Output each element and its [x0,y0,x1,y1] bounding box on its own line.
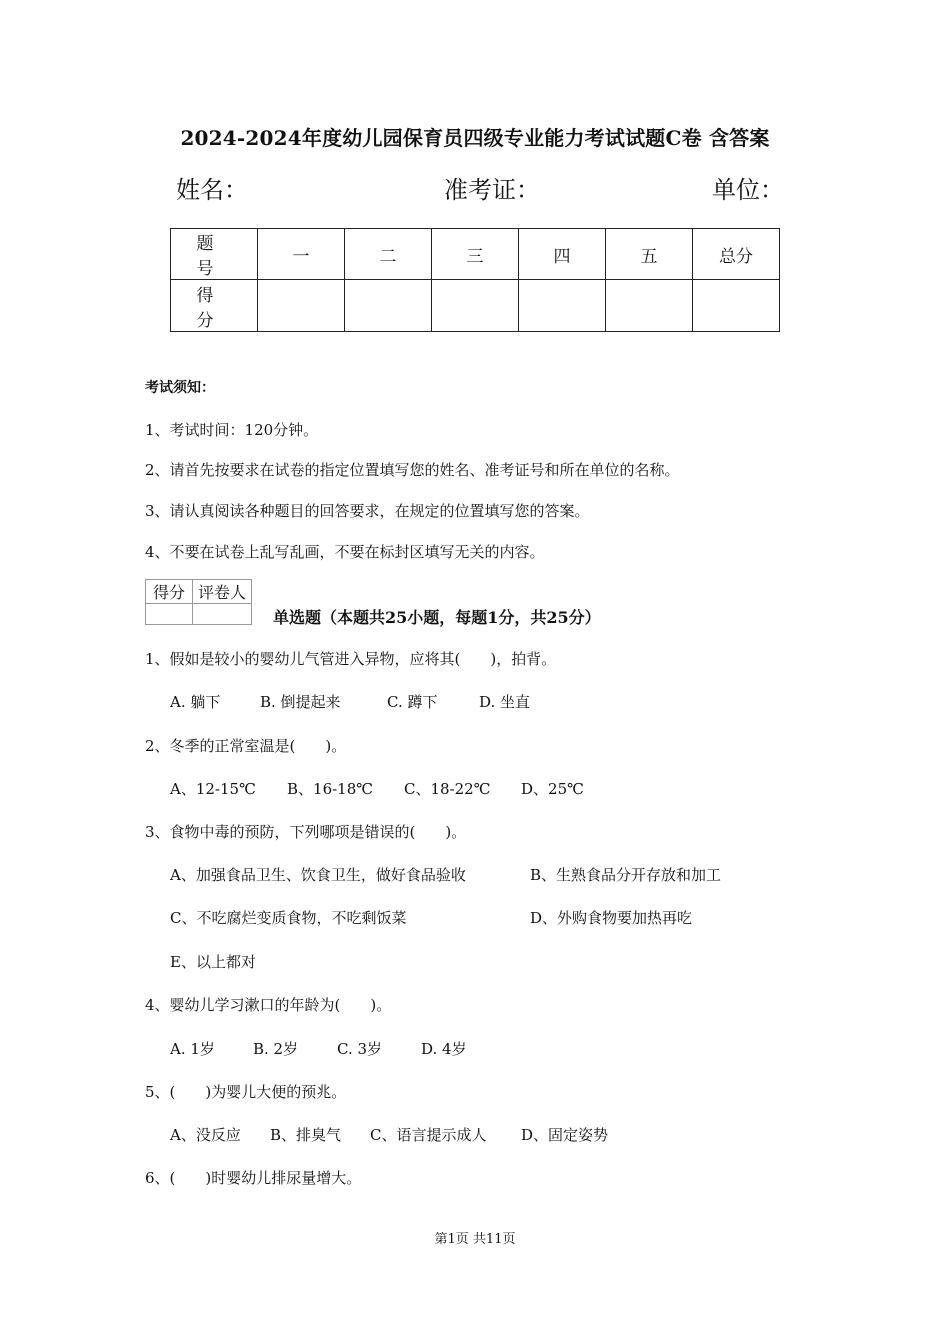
exam-note-item: 1、考试时间：120分钟。 [145,421,319,439]
answer-option: C. 3岁 [337,1040,383,1058]
question-stem: 4、婴幼儿学习漱口的年龄为( )。 [145,996,392,1014]
section-title: 单选题（本题共25小题，每题1分，共25分） [273,608,601,627]
exam-number-field-label: 准考证： [444,176,540,204]
answer-option: A. 躺下 [170,693,221,711]
answer-option: C、18-22℃ [404,780,491,798]
grader-name-label: 评卷人 [193,580,252,604]
answer-option: B. 2岁 [253,1040,299,1058]
page-title: 2024-2024年度幼儿园保育员四级专业能力考试试题C卷 含答案 [180,126,770,150]
page-footer: 第1页 共11页 [434,1232,516,1247]
answer-option: C、语言提示成人 [370,1126,487,1144]
answer-option: D. 4岁 [421,1040,467,1058]
column-header: 四 [519,229,606,280]
unit-field-label: 单位： [712,176,784,204]
question-stem: 2、冬季的正常室温是( )。 [145,737,347,755]
score-label: 得 分 [171,280,258,332]
question-stem: 5、( )为婴儿大便的预兆。 [145,1083,347,1101]
column-header: 三 [432,229,519,280]
answer-option: B、生熟食品分开存放和加工 [530,866,722,884]
answer-option: B. 倒提起来 [260,693,341,711]
grader-name-cell[interactable] [193,604,252,625]
exam-notes-heading: 考试须知： [145,380,215,396]
score-table-header-row [171,229,780,280]
exam-note-item: 2、请首先按要求在试卷的指定位置填写您的姓名、准考证号和所在单位的名称。 [145,461,680,479]
answer-option: D. 坐直 [479,693,531,711]
answer-option: B、排臭气 [270,1126,342,1144]
answer-option: A、12-15℃ [170,780,256,798]
answer-option: A. 1岁 [170,1040,215,1058]
question-stem: 6、( )时婴幼儿排尿量增大。 [145,1169,362,1187]
exam-note-item: 4、不要在试卷上乱写乱画，不要在标封区填写无关的内容。 [145,543,545,561]
column-header: 二 [345,229,432,280]
answer-option: A、加强食品卫生、饮食卫生，做好食品验收 [170,866,466,884]
column-header: 五 [606,229,693,280]
score-cell[interactable] [519,280,606,332]
answer-option: C、不吃腐烂变质食物，不吃剩饭菜 [170,909,407,927]
column-header: 一 [258,229,345,280]
answer-option: A、没反应 [170,1126,241,1144]
question-stem: 3、食物中毒的预防，下列哪项是错误的( )。 [145,823,467,841]
answer-option: D、固定姿势 [521,1126,609,1144]
name-field-label: 姓名： [176,176,248,204]
score-cell[interactable] [606,280,693,332]
exam-note-item: 3、请认真阅读各种题目的回答要求，在规定的位置填写您的答案。 [145,502,590,520]
grader-score-cell[interactable] [146,604,193,625]
grader-box [145,579,252,625]
score-cell[interactable] [258,280,345,332]
column-header: 总分 [693,229,780,280]
question-stem: 1、假如是较小的婴幼儿气管进入异物，应将其( )，拍背。 [145,650,557,668]
answer-option: D、外购食物要加热再吃 [530,909,693,927]
answer-option: E、以上都对 [170,953,256,971]
score-cell[interactable] [693,280,780,332]
question-number-label: 题 号 [171,229,258,280]
score-cell[interactable] [432,280,519,332]
answer-option: C. 蹲下 [387,693,438,711]
grader-score-label: 得分 [146,580,193,604]
answer-option: D、25℃ [521,780,584,798]
score-table-score-row [171,280,780,332]
score-cell[interactable] [345,280,432,332]
answer-option: B、16-18℃ [287,780,374,798]
score-table [170,228,780,332]
